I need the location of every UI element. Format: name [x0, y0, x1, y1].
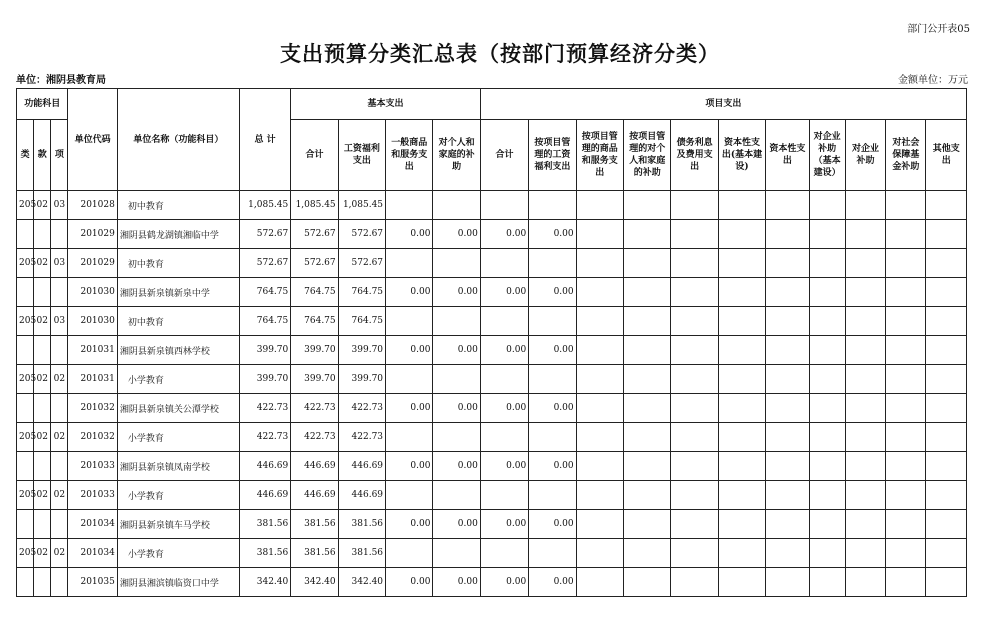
unit-name-cell: 湘阴县新泉镇车马学校 — [117, 510, 239, 539]
project-total-cell: 0.00 — [480, 568, 528, 597]
basic-family-cell — [433, 539, 480, 568]
project-capital-build-header: 资本性支出(基本建设) — [718, 120, 765, 191]
basic-total-cell: 1,085.45 — [291, 191, 338, 220]
unit-code-cell: 201029 — [68, 249, 117, 278]
project-wage-cell — [529, 481, 576, 510]
amount-unit-label: 金额单位：万元 — [898, 75, 968, 86]
unit-name-cell: 湘阴县新泉镇新泉中学 — [117, 278, 239, 307]
basic-family-cell — [433, 307, 480, 336]
total-cell: 422.73 — [239, 394, 290, 423]
kuan-cell: 02 — [34, 191, 51, 220]
table-row — [17, 249, 967, 278]
kuan-cell: 02 — [34, 539, 51, 568]
total-cell: 422.73 — [239, 423, 290, 452]
basic-total-cell: 342.40 — [291, 568, 338, 597]
table-row — [17, 191, 967, 220]
unit-code-header: 单位代码 — [68, 89, 117, 191]
basic-goods-cell — [386, 481, 433, 510]
project-wage-cell: 0.00 — [529, 452, 576, 481]
project-wage-cell — [529, 249, 576, 278]
kuan-cell: 02 — [34, 423, 51, 452]
basic-total-cell: 764.75 — [291, 307, 338, 336]
lei-cell — [17, 220, 34, 249]
project-goods-header: 按项目管理的商品和服务支出 — [576, 120, 623, 191]
xiang-cell — [51, 278, 68, 307]
xiang-cell: 02 — [51, 423, 68, 452]
total-cell: 399.70 — [239, 336, 290, 365]
project-family-header: 按项目管理的对个人和家庭的补助 — [624, 120, 671, 191]
project-wage-cell: 0.00 — [529, 510, 576, 539]
project-total-cell — [480, 307, 528, 336]
unit-name-cell: 小学教育 — [117, 365, 239, 394]
unit-code-cell: 201035 — [68, 568, 117, 597]
basic-total-cell: 764.75 — [291, 278, 338, 307]
unit-code-cell: 201033 — [68, 481, 117, 510]
basic-wage-cell: 446.69 — [338, 452, 385, 481]
project-total-cell: 0.00 — [480, 278, 528, 307]
kuan-cell — [34, 278, 51, 307]
project-wage-cell — [529, 307, 576, 336]
unit-name-cell: 湘阴县新泉镇关公潭学校 — [117, 394, 239, 423]
budget-table — [16, 88, 967, 597]
basic-total-cell: 446.69 — [291, 452, 338, 481]
basic-goods-cell — [386, 191, 433, 220]
lei-cell: 205 — [17, 191, 34, 220]
basic-wage-cell: 381.56 — [338, 510, 385, 539]
project-wage-cell: 0.00 — [529, 568, 576, 597]
kuan-cell — [34, 394, 51, 423]
project-enterprise-build-header: 对企业补助（基本建设） — [809, 120, 845, 191]
unit-name-cell: 初中教育 — [117, 307, 239, 336]
project-total-cell — [480, 423, 528, 452]
kuan-cell — [34, 336, 51, 365]
lei-cell — [17, 510, 34, 539]
total-cell: 764.75 — [239, 307, 290, 336]
unit-code-cell: 201032 — [68, 394, 117, 423]
table-row — [17, 394, 967, 423]
basic-wage-cell: 399.70 — [338, 365, 385, 394]
basic-wage-cell: 572.67 — [338, 220, 385, 249]
basic-total-cell: 381.56 — [291, 539, 338, 568]
xiang-cell — [51, 452, 68, 481]
basic-wage-cell: 572.67 — [338, 249, 385, 278]
project-total-cell — [480, 481, 528, 510]
basic-total-cell: 399.70 — [291, 365, 338, 394]
project-total-cell: 0.00 — [480, 336, 528, 365]
xiang-cell: 03 — [51, 307, 68, 336]
project-social-security-header: 对社会保障基金补助 — [886, 120, 926, 191]
xiang-cell — [51, 568, 68, 597]
table-row — [17, 365, 967, 394]
project-expenditure-header: 项目支出 — [480, 89, 966, 120]
project-wage-cell — [529, 191, 576, 220]
xiang-cell: 02 — [51, 365, 68, 394]
form-number: 部门公开表05 — [907, 24, 970, 35]
basic-family-cell — [433, 191, 480, 220]
basic-total-cell: 422.73 — [291, 423, 338, 452]
basic-total-cell: 381.56 — [291, 510, 338, 539]
lei-cell: 205 — [17, 423, 34, 452]
total-cell: 446.69 — [239, 452, 290, 481]
basic-goods-cell: 0.00 — [386, 220, 433, 249]
unit-label: 单位：湘阴县教育局 — [16, 75, 106, 86]
project-wage-cell: 0.00 — [529, 278, 576, 307]
unit-code-cell: 201031 — [68, 365, 117, 394]
project-wage-cell: 0.00 — [529, 394, 576, 423]
basic-total-header: 合计 — [291, 120, 338, 191]
basic-total-cell: 422.73 — [291, 394, 338, 423]
basic-total-cell: 572.67 — [291, 249, 338, 278]
basic-goods-cell — [386, 249, 433, 278]
basic-goods-cell: 0.00 — [386, 278, 433, 307]
lei-cell — [17, 278, 34, 307]
project-total-cell — [480, 249, 528, 278]
unit-code-cell: 201032 — [68, 423, 117, 452]
unit-name-cell: 湘阴县鹤龙湖镇湘临中学 — [117, 220, 239, 249]
total-cell: 399.70 — [239, 365, 290, 394]
kuan-cell — [34, 568, 51, 597]
project-capital-header: 资本性支出 — [766, 120, 809, 191]
kuan-cell: 02 — [34, 249, 51, 278]
basic-total-cell: 446.69 — [291, 481, 338, 510]
project-total-header: 合计 — [480, 120, 528, 191]
total-cell: 1,085.45 — [239, 191, 290, 220]
project-total-cell: 0.00 — [480, 452, 528, 481]
basic-family-cell — [433, 423, 480, 452]
basic-expenditure-header: 基本支出 — [291, 89, 481, 120]
project-wage-cell — [529, 423, 576, 452]
project-total-cell — [480, 365, 528, 394]
unit-code-cell: 201031 — [68, 336, 117, 365]
project-total-cell: 0.00 — [480, 220, 528, 249]
xiang-cell — [51, 336, 68, 365]
kuan-cell — [34, 452, 51, 481]
basic-family-header: 对个人和家庭的补助 — [433, 120, 480, 191]
table-row — [17, 336, 967, 365]
basic-goods-cell: 0.00 — [386, 394, 433, 423]
page-title: 支出预算分类汇总表（按部门预算经济分类） — [280, 41, 720, 66]
basic-family-cell: 0.00 — [433, 220, 480, 249]
table-row — [17, 568, 967, 597]
total-cell: 381.56 — [239, 510, 290, 539]
basic-total-cell: 572.67 — [291, 220, 338, 249]
xiang-cell — [51, 220, 68, 249]
lei-header: 类 — [17, 120, 34, 191]
unit-name-cell: 湘阴县湘滨镇临资口中学 — [117, 568, 239, 597]
total-header: 总 计 — [239, 89, 290, 191]
project-other-header: 其他支出 — [926, 120, 967, 191]
table-row — [17, 481, 967, 510]
basic-family-cell — [433, 249, 480, 278]
kuan-cell: 02 — [34, 307, 51, 336]
kuan-cell — [34, 510, 51, 539]
basic-goods-cell: 0.00 — [386, 452, 433, 481]
total-cell: 446.69 — [239, 481, 290, 510]
basic-family-cell: 0.00 — [433, 336, 480, 365]
unit-code-cell: 201034 — [68, 510, 117, 539]
basic-family-cell: 0.00 — [433, 394, 480, 423]
project-total-cell — [480, 191, 528, 220]
basic-goods-header: 一般商品和服务支出 — [386, 120, 433, 191]
unit-code-cell: 201029 — [68, 220, 117, 249]
project-wage-cell — [529, 365, 576, 394]
basic-goods-cell — [386, 307, 433, 336]
basic-wage-cell: 422.73 — [338, 394, 385, 423]
total-cell: 572.67 — [239, 220, 290, 249]
basic-wage-cell: 422.73 — [338, 423, 385, 452]
lei-cell — [17, 452, 34, 481]
basic-total-cell: 399.70 — [291, 336, 338, 365]
basic-wage-cell: 446.69 — [338, 481, 385, 510]
table-body — [17, 191, 967, 597]
func-subject-header: 功能科目 — [17, 89, 68, 120]
basic-goods-cell — [386, 539, 433, 568]
xiang-header: 项 — [51, 120, 68, 191]
project-debt-header: 债务利息及费用支出 — [671, 120, 718, 191]
table-row — [17, 510, 967, 539]
project-wage-cell — [529, 539, 576, 568]
unit-name-cell: 小学教育 — [117, 481, 239, 510]
kuan-cell — [34, 220, 51, 249]
project-enterprise-header: 对企业补助 — [845, 120, 885, 191]
unit-name-cell: 湘阴县新泉镇凤南学校 — [117, 452, 239, 481]
basic-goods-cell: 0.00 — [386, 336, 433, 365]
basic-family-cell: 0.00 — [433, 278, 480, 307]
xiang-cell: 03 — [51, 191, 68, 220]
lei-cell: 205 — [17, 539, 34, 568]
project-total-cell: 0.00 — [480, 510, 528, 539]
xiang-cell: 02 — [51, 539, 68, 568]
table-row — [17, 307, 967, 336]
total-cell: 342.40 — [239, 568, 290, 597]
table-row — [17, 539, 967, 568]
lei-cell: 205 — [17, 307, 34, 336]
xiang-cell — [51, 510, 68, 539]
total-cell: 572.67 — [239, 249, 290, 278]
basic-family-cell — [433, 365, 480, 394]
basic-wage-cell: 399.70 — [338, 336, 385, 365]
kuan-cell: 02 — [34, 481, 51, 510]
unit-name-cell: 小学教育 — [117, 539, 239, 568]
project-total-cell — [480, 539, 528, 568]
lei-cell — [17, 568, 34, 597]
xiang-cell: 03 — [51, 249, 68, 278]
xiang-cell — [51, 394, 68, 423]
xiang-cell: 02 — [51, 481, 68, 510]
project-wage-cell: 0.00 — [529, 336, 576, 365]
basic-goods-cell: 0.00 — [386, 510, 433, 539]
basic-goods-cell: 0.00 — [386, 568, 433, 597]
unit-name-cell: 小学教育 — [117, 423, 239, 452]
basic-goods-cell — [386, 365, 433, 394]
unit-code-cell: 201030 — [68, 278, 117, 307]
unit-name-cell: 湘阴县新泉镇西林学校 — [117, 336, 239, 365]
table-row — [17, 278, 967, 307]
basic-wage-cell: 1,085.45 — [338, 191, 385, 220]
kuan-header: 款 — [34, 120, 51, 191]
basic-goods-cell — [386, 423, 433, 452]
table-row — [17, 220, 967, 249]
basic-wage-cell: 342.40 — [338, 568, 385, 597]
basic-wage-cell: 381.56 — [338, 539, 385, 568]
unit-code-cell: 201028 — [68, 191, 117, 220]
project-total-cell: 0.00 — [480, 394, 528, 423]
basic-family-cell: 0.00 — [433, 510, 480, 539]
unit-code-cell: 201034 — [68, 539, 117, 568]
lei-cell: 205 — [17, 481, 34, 510]
lei-cell: 205 — [17, 249, 34, 278]
kuan-cell: 02 — [34, 365, 51, 394]
unit-name-cell: 初中教育 — [117, 191, 239, 220]
unit-name-cell: 初中教育 — [117, 249, 239, 278]
total-cell: 381.56 — [239, 539, 290, 568]
table-row — [17, 452, 967, 481]
lei-cell — [17, 394, 34, 423]
unit-code-cell: 201033 — [68, 452, 117, 481]
lei-cell — [17, 336, 34, 365]
basic-wage-header: 工资福利支出 — [338, 120, 385, 191]
basic-family-cell — [433, 481, 480, 510]
basic-family-cell: 0.00 — [433, 452, 480, 481]
project-wage-cell: 0.00 — [529, 220, 576, 249]
basic-family-cell: 0.00 — [433, 568, 480, 597]
lei-cell: 205 — [17, 365, 34, 394]
basic-wage-cell: 764.75 — [338, 307, 385, 336]
unit-name-header: 单位名称（功能科目） — [117, 89, 239, 191]
total-cell: 764.75 — [239, 278, 290, 307]
table-row — [17, 423, 967, 452]
basic-wage-cell: 764.75 — [338, 278, 385, 307]
unit-code-cell: 201030 — [68, 307, 117, 336]
project-wage-header: 按项目管理的工资福利支出 — [529, 120, 576, 191]
